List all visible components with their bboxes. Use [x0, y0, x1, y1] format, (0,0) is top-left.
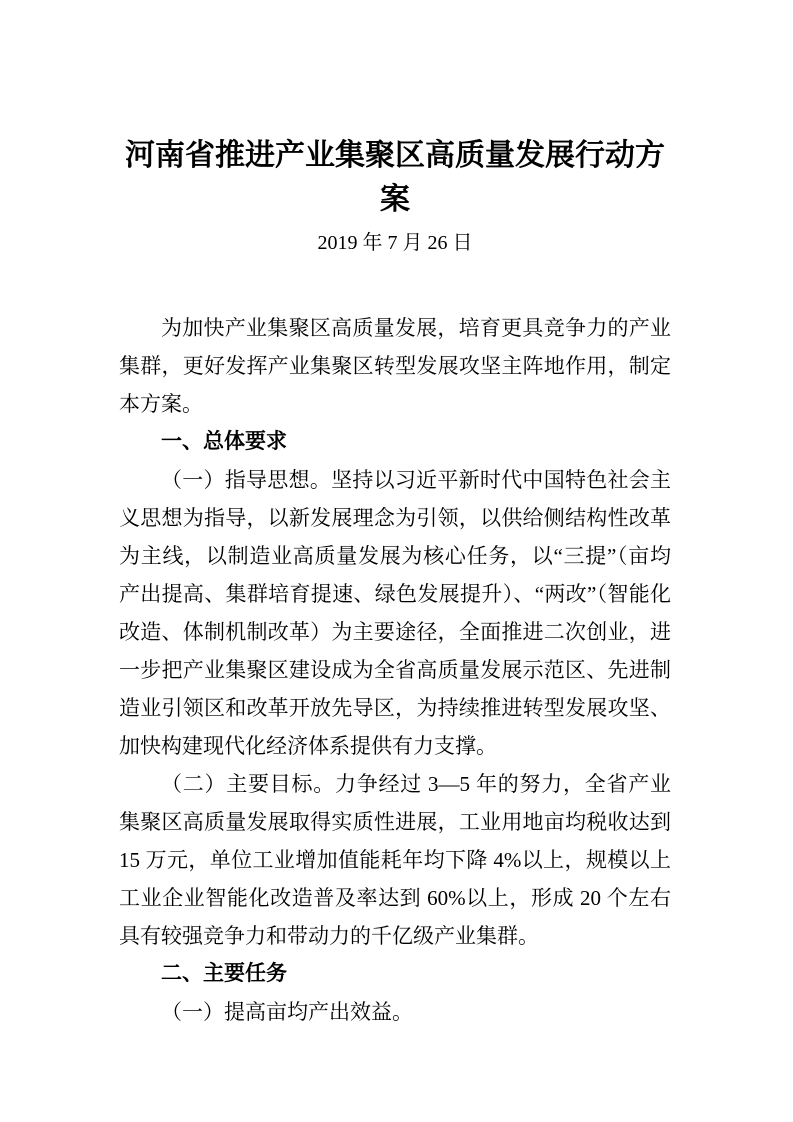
paragraph-guiding-ideology: （一）指导思想。坚持以习近平新时代中国特色社会主义思想为指导，以新发展理念为引领，以供给侧结构性改革为主线，以制造业高质量发展为核心任务，以“三提”（亩均产出提高、集群培育提速、绿色发展提升）、“两改”（智能化改造、体制机制改革）为主要途径，全面推进二次创业，进一步把产业集聚区建设成为全省高质量发展示范区、先进制造业引领区和改革开放先导区，为持续推进转型发展攻坚、加快构建现代化经济体系提供有力支撑。	[119, 468, 671, 758]
paragraph-main-goals: （二）主要目标。力争经过 3—5 年的努力，全省产业集聚区高质量发展取得实质性进展，工业用地亩均税收达到 15 万元，单位工业增加值能耗年均下降 4%以上，规模以上工业企业智能化改造普及率达到 60%以上，形成 20 个左右具有较强竞争力和带动力的千亿级产业集群。	[119, 772, 671, 948]
document-title: 河南省推进产业集聚区高质量发展行动方案	[125, 139, 665, 216]
document-date: 2019 年 7 月 26 日	[317, 232, 473, 254]
document-body	[119, 309, 671, 1031]
paragraph-improve-per-mu-output: （一）提高亩均产出效益。	[161, 1000, 413, 1024]
section-heading-main-tasks: 二、主要任务	[161, 962, 287, 985]
section-heading-overall-requirements: 一、总体要求	[161, 430, 287, 453]
document-content	[119, 134, 671, 1031]
intro-paragraph: 为加快产业集聚区高质量发展，培育更具竞争力的产业集群，更好发挥产业集聚区转型发展攻坚主阵地作用，制定本方案。	[119, 316, 671, 416]
